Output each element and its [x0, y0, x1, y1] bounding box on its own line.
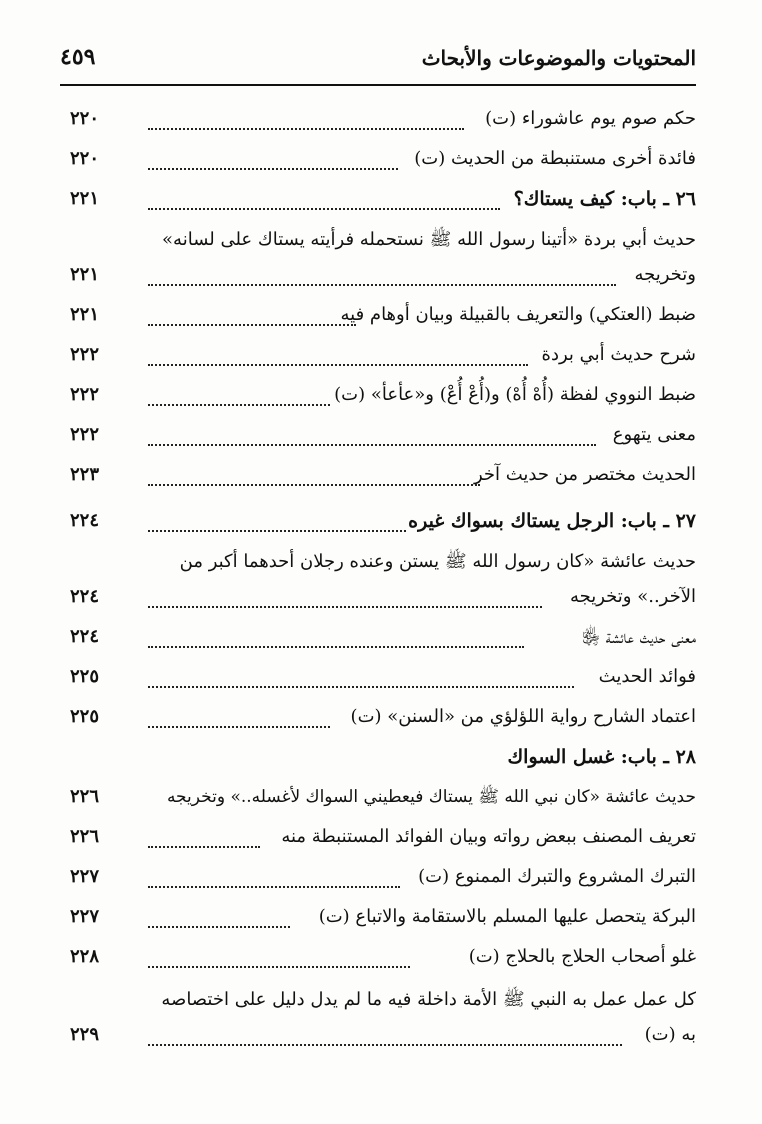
header-title: المحتويات والموضوعات والأبحاث — [421, 46, 696, 70]
entry-title: ضبط (العتكي) والتعريف بالقبيلة وبيان أوهام فيه — [340, 304, 696, 325]
toc-entry — [70, 580, 696, 620]
entry-page: ٢٢٢ — [70, 384, 100, 405]
entry-page: ٢٢٥ — [70, 706, 100, 727]
entry-title: الحديث مختصر من حديث آخر — [473, 464, 696, 485]
leader-dots — [148, 646, 524, 648]
entry-title: الآخر..» وتخريجه — [569, 586, 696, 607]
entry-page: ٢٢١ — [70, 188, 100, 209]
chapter-entry — [70, 740, 696, 780]
leader-dots — [148, 444, 596, 446]
toc-entry — [70, 418, 696, 458]
leader-dots — [148, 1044, 622, 1046]
toc-entry — [70, 820, 696, 860]
entry-title: ضبط النووي لفظة (أُهْ أُهْ) و(أُعْ أُعْ) و«عأعأ» (ت) — [334, 384, 696, 405]
entry-title: التبرك المشروع والتبرك الممنوع (ت) — [418, 866, 696, 887]
toc-entry — [70, 258, 696, 298]
toc-entry — [70, 860, 696, 900]
toc-line — [70, 982, 696, 1022]
toc-entry — [70, 900, 696, 940]
entry-page: ٢٢٠ — [70, 148, 100, 169]
leader-dots — [148, 926, 290, 928]
entry-page: ٢٢٥ — [70, 666, 100, 687]
leader-dots — [148, 128, 464, 130]
chapter-title: ٢٨ ـ باب: غسل السواك — [507, 746, 696, 768]
entry-page: ٢٢٢ — [70, 344, 100, 365]
entry-title: معنى يتهوع — [612, 424, 696, 445]
toc-entry — [70, 620, 696, 660]
entry-page: ٢٢٧ — [70, 866, 100, 887]
toc-entry — [70, 780, 696, 820]
leader-dots — [148, 324, 356, 326]
toc-entry — [70, 1018, 696, 1058]
leader-dots — [148, 208, 500, 210]
entry-title: به (ت) — [644, 1024, 696, 1045]
leader-dots — [148, 726, 330, 728]
entry-title: غلو أصحاب الحلاج بالحلاج (ت) — [468, 946, 696, 967]
toc-entry — [70, 142, 696, 182]
chapter-entry — [70, 504, 696, 544]
entry-title: اعتماد الشارح رواية اللؤلؤي من «السنن» (ت) — [350, 706, 696, 727]
entry-title: فائدة أخرى مستنبطة من الحديث (ت) — [414, 148, 696, 169]
leader-dots — [148, 606, 542, 608]
leader-dots — [148, 886, 400, 888]
toc-entry — [70, 700, 696, 740]
entry-title: البركة يتحصل عليها المسلم بالاستقامة والاتباع (ت) — [318, 906, 696, 927]
entry-page: ٢٢١ — [70, 264, 100, 285]
page-number: ٤٥٩ — [60, 44, 96, 70]
entry-title: حديث عائشة «كان رسول الله ﷺ يستن وعنده رجلان أحدهما أكبر من — [179, 551, 696, 572]
leader-dots — [148, 686, 574, 688]
toc-line — [70, 544, 696, 584]
entry-title: وتخريجه — [634, 264, 696, 285]
toc-entry — [70, 458, 696, 498]
entry-page: ٢٢٧ — [70, 906, 100, 927]
entry-title: كل عمل عمل به النبي ﷺ الأمة داخلة فيه ما لم يدل دليل على اختصاصه — [161, 989, 696, 1010]
entry-title: فوائد الحديث — [598, 666, 696, 687]
toc-entry — [70, 660, 696, 700]
entry-title: حديث عائشة «كان نبي الله ﷺ يستاك فيعطيني السواك لأغسله..» وتخريجه — [166, 787, 696, 807]
leader-dots — [148, 284, 616, 286]
entry-page: ٢٢٨ — [70, 946, 100, 967]
entry-page: ٢٢٦ — [70, 826, 100, 847]
entry-page: ٢٢٣ — [70, 464, 100, 485]
leader-dots — [148, 404, 330, 406]
toc-line — [70, 222, 696, 262]
toc-entry — [70, 338, 696, 378]
toc-entry — [70, 940, 696, 980]
entry-title: حديث أبي بردة «أتينا رسول الله ﷺ نستحمله فرأيته يستاك على لسانه» — [162, 229, 696, 250]
leader-dots — [148, 484, 480, 486]
chapter-entry — [70, 182, 696, 222]
entry-page: ٢٢٤ — [70, 626, 100, 647]
entry-title: تعريف المصنف ببعض رواته وبيان الفوائد المستنبطة منه — [281, 826, 696, 847]
chapter-title: ٢٦ ـ باب: كيف يستاك؟ — [513, 188, 696, 210]
entry-page: ٢٢٠ — [70, 108, 100, 129]
entry-page: ٢٢١ — [70, 304, 100, 325]
entry-title: حكم صوم يوم عاشوراء (ت) — [485, 108, 696, 129]
leader-dots — [148, 846, 260, 848]
chapter-title: ٢٧ ـ باب: الرجل يستاك بسواك غيره — [408, 510, 696, 532]
leader-dots — [148, 530, 406, 532]
entry-page: ٢٢٤ — [70, 586, 100, 607]
toc-entry — [70, 378, 696, 418]
leader-dots — [148, 966, 410, 968]
page-header — [60, 40, 696, 86]
entry-title: معنى حديث عائشة ﵂ — [581, 627, 696, 648]
entry-page: ٢٢٢ — [70, 424, 100, 445]
entry-page: ٢٢٩ — [70, 1024, 100, 1045]
leader-dots — [148, 364, 528, 366]
entry-page: ٢٢٤ — [70, 510, 100, 531]
entry-page: ٢٢٦ — [70, 786, 100, 807]
leader-dots — [148, 168, 398, 170]
toc-entry — [70, 298, 696, 338]
entry-title: شرح حديث أبي بردة — [541, 344, 696, 365]
toc-entry — [70, 102, 696, 142]
